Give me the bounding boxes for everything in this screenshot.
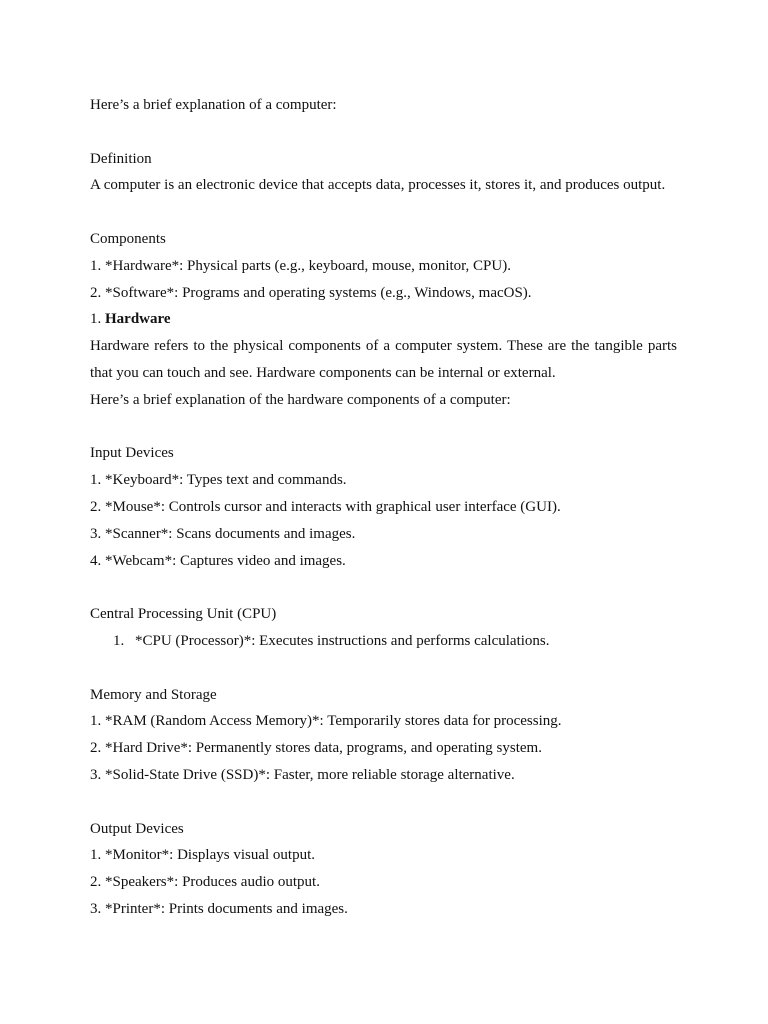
blank-line [90,199,677,226]
input-devices-heading: Input Devices [90,445,174,462]
document-page [90,92,677,923]
blank-line [90,414,677,441]
list-item: 1. *Keyboard*: Types text and commands. [90,472,347,489]
hardware-title: Hardware [105,311,171,328]
intro-text: Here’s a brief explanation of a computer: [90,97,337,113]
list-item: 2. *Speakers*: Produces audio output. [90,874,320,891]
blank-line [90,574,677,601]
hardware-intro: Here’s a brief explanation of the hardware components of a computer: [90,391,511,408]
hardware-heading [90,306,677,333]
definition-text: A computer is an electronic device that accepts data, processes it, stores it, and produces output. [90,177,666,194]
cpu-item-text: *CPU (Processor)*: Executes instructions and performs calculations. [135,632,550,649]
definition-heading: Definition [90,150,152,167]
list-item: 1. *RAM (Random Access Memory)*: Temporarily stores data for processing. [90,713,562,730]
list-item: 3. *Solid-State Drive (SSD)*: Faster, more reliable storage alternative. [90,766,515,783]
output-devices-heading: Output Devices [90,820,184,837]
cpu-item-number: 1. [113,632,125,649]
list-item: 4. *Webcam*: Captures video and images. [90,552,346,569]
list-item: 1. *Monitor*: Displays visual output. [90,847,315,864]
memory-storage-heading: Memory and Storage [90,686,217,703]
list-item: 2. *Mouse*: Controls cursor and interacts with graphical user interface (GUI). [90,498,561,515]
list-item: 3. *Scanner*: Scans documents and images. [90,525,356,542]
blank-line [90,119,677,146]
list-item: 2. *Hard Drive*: Permanently stores data, programs, and operating system. [90,740,542,757]
blank-line [90,789,677,816]
components-heading: Components [90,230,166,247]
list-item: 1. *Hardware*: Physical parts (e.g., keyboard, mouse, monitor, CPU). [90,257,511,274]
list-item [90,628,677,655]
cpu-heading: Central Processing Unit (CPU) [90,606,277,623]
hardware-number: 1. [90,311,105,328]
list-item: 2. *Software*: Programs and operating systems (e.g., Windows, macOS). [90,284,532,301]
hardware-paragraph: Hardware refers to the physical components of a computer system. These are the tangible parts that you can touch and see. Hardware components can be internal or external. [90,338,677,381]
list-item: 3. *Printer*: Prints documents and images. [90,900,348,917]
blank-line [90,655,677,682]
